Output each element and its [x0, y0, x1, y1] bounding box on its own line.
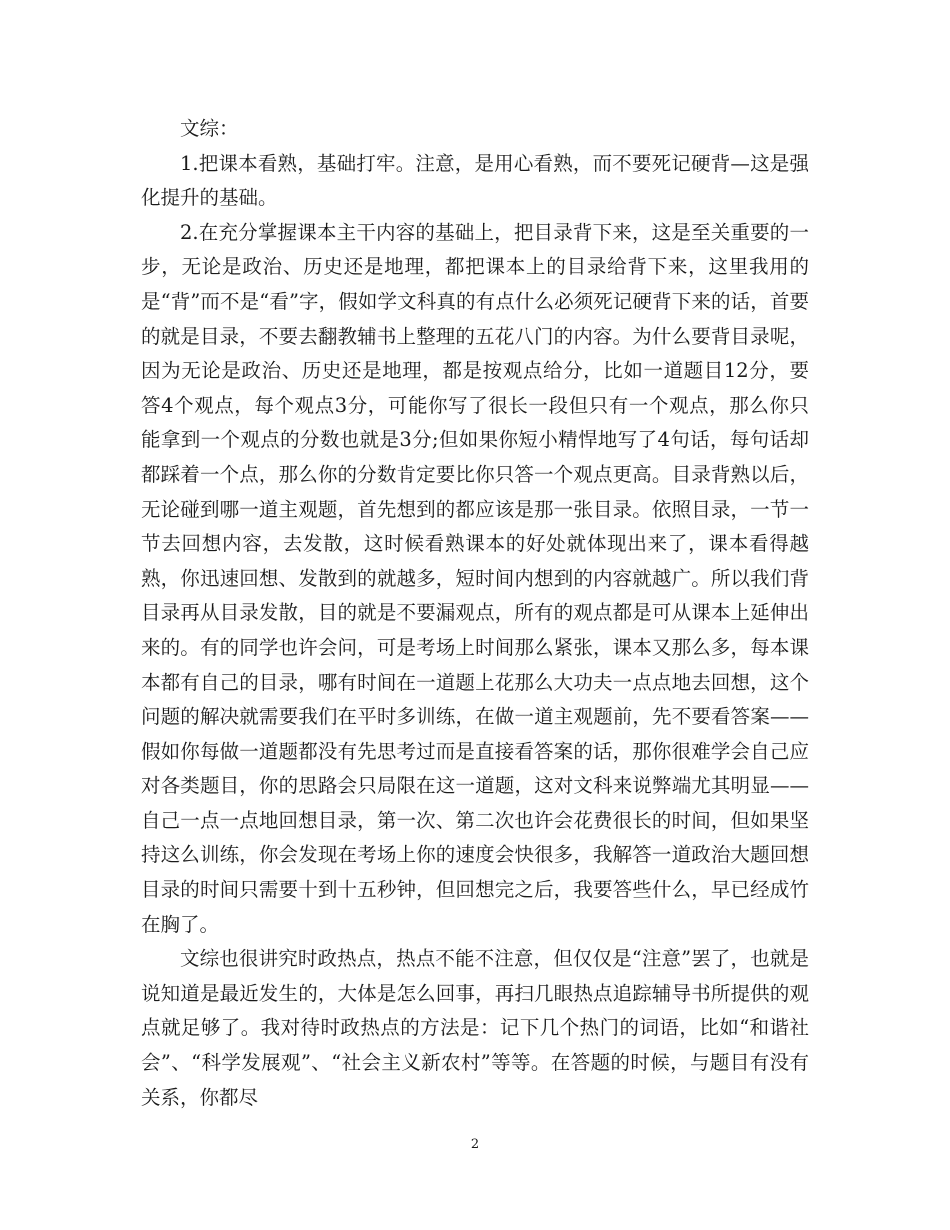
paragraph-point-2: 2.在充分掌握课本主干内容的基础上，把目录背下来，这是至关重要的一步，无论是政治、历史还是地理，都把课本上的目录给背下来，这里我用的是“背”而不是“看”字，假如学文科真的有点什么必须死记硬背下来的话，首要的就是目录，不要去翻教辅书上整理的五花八门的内容。为什么要背目录呢，因为无论是政治、历史还是地理，都是按观点给分，比如一道题目12分，要答4个观点，每个观点3分，可能你写了很长一段但只有一个观点，那么你只能拿到一个观点的分数也就是3分;但如果你短小精悍地写了4句话，每句话却都踩着一个点，那么你的分数肯定要比你只答一个观点更高。目录背熟以后，无论碰到哪一道主观题，首先想到的都应该是那一张目录。依照目录，一节一节去回想内容，去发散，这时候看熟课本的好处就体现出来了，课本看得越熟，你迅速回想、发散到的就越多，短时间内想到的内容就越广。所以我们背目录再从目录发散，目的就是不要漏观点，所有的观点都是可从课本上延伸出来的。有的同学也许会问，可是考场上时间那么紧张，课本又那么多，每本课本都有自己的目录，哪有时间在一道题上花那么大功夫一点点地去回想，这个问题的解决就需要我们在平时多训练，在做一道主观题前，先不要看答案——假如你每做一道题都没有先思考过而是直接看答案的话，那你很难学会自己应对各类题目，你的思路会只局限在这一道题，这对文科来说弊端尤其明显——自己一点一点地回想目录，第一次、第二次也许会花费很长的时间，但如果坚持这么训练，你会发现在考场上你的速度会快很多，我解答一道政治大题回想目录的时间只需要十到十五秒钟，但回想完之后，我要答些什么，早已经成竹在胸了。	[141, 220, 809, 936]
page-number: 2	[470, 1137, 480, 1152]
paragraph-point-1: 1.把课本看熟，基础打牢。注意，是用心看熟，而不要死记硬背—这是强化提升的基础。	[141, 151, 809, 210]
paragraph-current-affairs: 文综也很讲究时政热点，热点不能不注意，但仅仅是“注意”罢了，也就是说知道是最近发生的，大体是怎么回事，再扫几眼热点追踪辅导书所提供的观点就足够了。我对待时政热点的方法是：记下几个热门的词语，比如“和谐社会”、“科学发展观”、“社会主义新农村”等等。在答题的时候，与题目有没有关系，你都尽	[141, 947, 809, 1109]
document-body	[141, 112, 809, 1115]
paragraph-heading: 文综：	[180, 117, 239, 140]
